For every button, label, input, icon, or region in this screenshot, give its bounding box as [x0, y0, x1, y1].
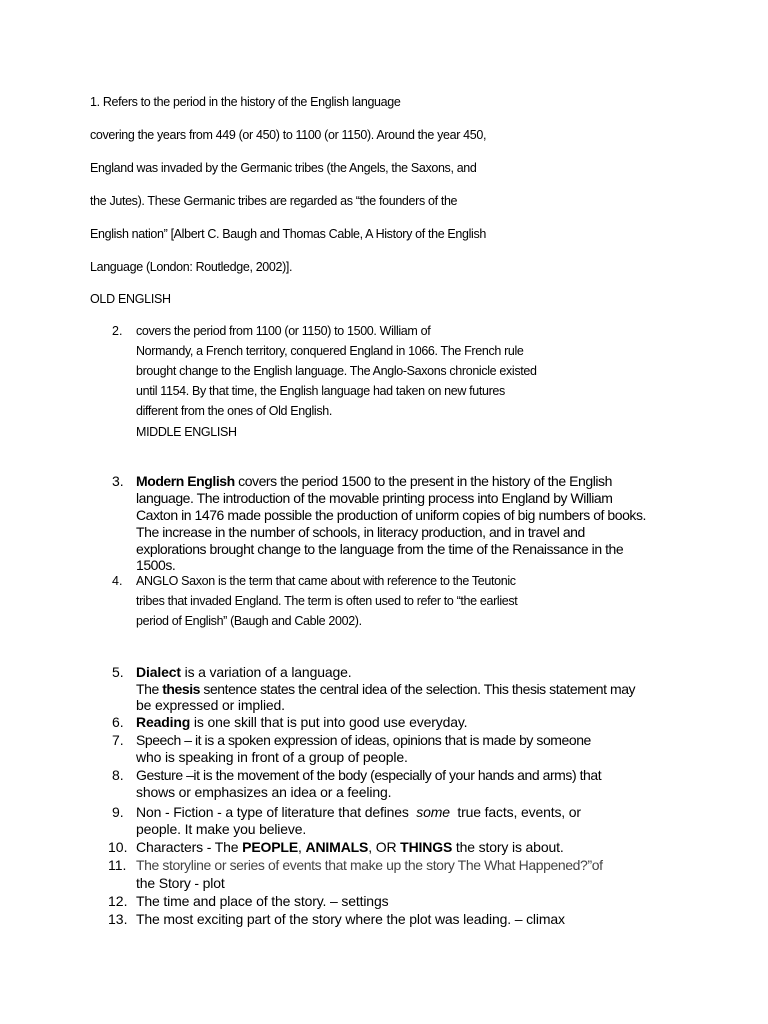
item-11-line-1: The storyline or series of events that make up the story The What Happened?”of — [136, 857, 603, 873]
item-10-line-1 — [136, 839, 564, 856]
item-6-term: Reading — [136, 714, 191, 730]
item-9-emphasis: some — [416, 804, 450, 820]
item-5-thesis-rest: sentence states the central idea of the selection. This thesis statement may — [199, 681, 636, 697]
item-8-number: 8. — [112, 767, 124, 783]
item-8-line-2: shows or emphasizes an idea or a feeling. — [136, 784, 392, 800]
item-2-number: 2. — [112, 324, 123, 338]
item-5-thesis-term: thesis — [162, 681, 200, 697]
item-3-line-2: language. The introduction of the movable printing process into England by William — [136, 490, 613, 506]
item-5-term: Dialect — [136, 664, 181, 680]
item-5-thesis-line-2: be expressed or implied. — [136, 697, 285, 713]
item-9-line-1 — [136, 804, 581, 821]
item-3-line-1 — [136, 473, 612, 490]
item-10-animals: ANIMALS — [305, 839, 369, 855]
item-12-line-1: The time and place of the story. – settings — [136, 893, 389, 909]
item-1-line-3: England was invaded by the Germanic tribes (the Angels, the Saxons, and — [90, 161, 477, 175]
item-6-number: 6. — [112, 714, 124, 730]
item-11-line-2: the Story - plot — [136, 875, 225, 891]
item-3-line-1-rest: covers the period 1500 to the present in the history of the English — [234, 473, 612, 489]
item-5-rest: is a variation of a language. — [180, 664, 352, 680]
item-2-line-1: covers the period from 1100 (or 1150) to 1500. William of — [136, 324, 431, 338]
item-1-line-1: 1. Refers to the period in the history of the English language — [90, 95, 401, 109]
item-9-pre: Non - Fiction - a type of literature that defines — [136, 804, 417, 820]
item-3-line-5: explorations brought change to the language from the time of the Renaissance in the — [136, 541, 624, 557]
item-10-sep-1: , — [298, 839, 306, 855]
item-3-line-3: Caxton in 1476 made possible the production of uniform copies of big numbers of books. — [136, 507, 646, 523]
item-3-term: Modern English — [136, 473, 235, 489]
item-10-sep-2: , OR — [368, 839, 401, 855]
item-10-pre: Characters - The — [136, 839, 243, 855]
item-4-line-2: tribes that invaded England. The term is often used to refer to “the earliest — [136, 594, 518, 608]
item-2-line-4: until 1154. By that time, the English language had taken on new futures — [136, 384, 505, 398]
item-3-line-4: The increase in the number of schools, in literacy production, and in travel and — [136, 524, 585, 540]
item-12-number: 12. — [108, 893, 128, 909]
item-5-number: 5. — [112, 664, 124, 680]
item-2-answer: MIDDLE ENGLISH — [136, 425, 237, 439]
item-13-line-1: The most exciting part of the story where the plot was leading. – climax — [136, 911, 565, 927]
item-5-line-1 — [136, 664, 352, 681]
item-4-line-1: ANGLO Saxon is the term that came about with reference to the Teutonic — [136, 574, 516, 588]
item-5-thesis-line-1 — [136, 681, 635, 698]
item-13-number: 13. — [108, 911, 128, 927]
item-2-line-3: brought change to the English language. The Anglo-Saxons chronicle existed — [136, 364, 537, 378]
item-6-line-1 — [136, 714, 467, 731]
item-3-number: 3. — [112, 473, 124, 489]
item-2-line-5: different from the ones of Old English. — [136, 404, 332, 418]
item-10-people: PEOPLE — [242, 839, 299, 855]
item-8-line-1: Gesture –it is the movement of the body (especially of your hands and arms) that — [136, 767, 602, 783]
item-4-line-3: period of English” (Baugh and Cable 2002). — [136, 614, 362, 628]
item-1-answer: OLD ENGLISH — [90, 292, 171, 306]
item-10-things: THINGS — [400, 839, 453, 855]
item-2-line-2: Normandy, a French territory, conquered England in 1066. The French rule — [136, 344, 524, 358]
item-5-thesis-pre: The — [136, 681, 163, 697]
item-1-line-6: Language (London: Routledge, 2002)]. — [90, 260, 293, 274]
item-1-line-2: covering the years from 449 (or 450) to 1100 (or 1150). Around the year 450, — [90, 128, 487, 142]
item-9-line-2: people. It make you believe. — [136, 821, 307, 837]
item-3-line-6: 1500s. — [136, 557, 176, 573]
item-9-number: 9. — [112, 804, 124, 820]
item-10-post: the story is about. — [452, 839, 564, 855]
item-6-rest: is one skill that is put into good use everyday. — [190, 714, 468, 730]
item-10-number: 10. — [108, 839, 128, 855]
item-11-number: 11. — [108, 857, 127, 873]
item-7-line-1: Speech – it is a spoken expression of ideas, opinions that is made by someone — [136, 732, 591, 748]
item-9-post: true facts, events, or — [449, 804, 581, 820]
item-4-number: 4. — [112, 574, 123, 588]
item-7-line-2: who is speaking in front of a group of people. — [136, 749, 408, 765]
item-1-line-4: the Jutes). These Germanic tribes are regarded as “the founders of the — [90, 194, 458, 208]
item-1-line-5: English nation” [Albert C. Baugh and Thomas Cable, A History of the English — [90, 227, 486, 241]
item-7-number: 7. — [112, 732, 124, 748]
